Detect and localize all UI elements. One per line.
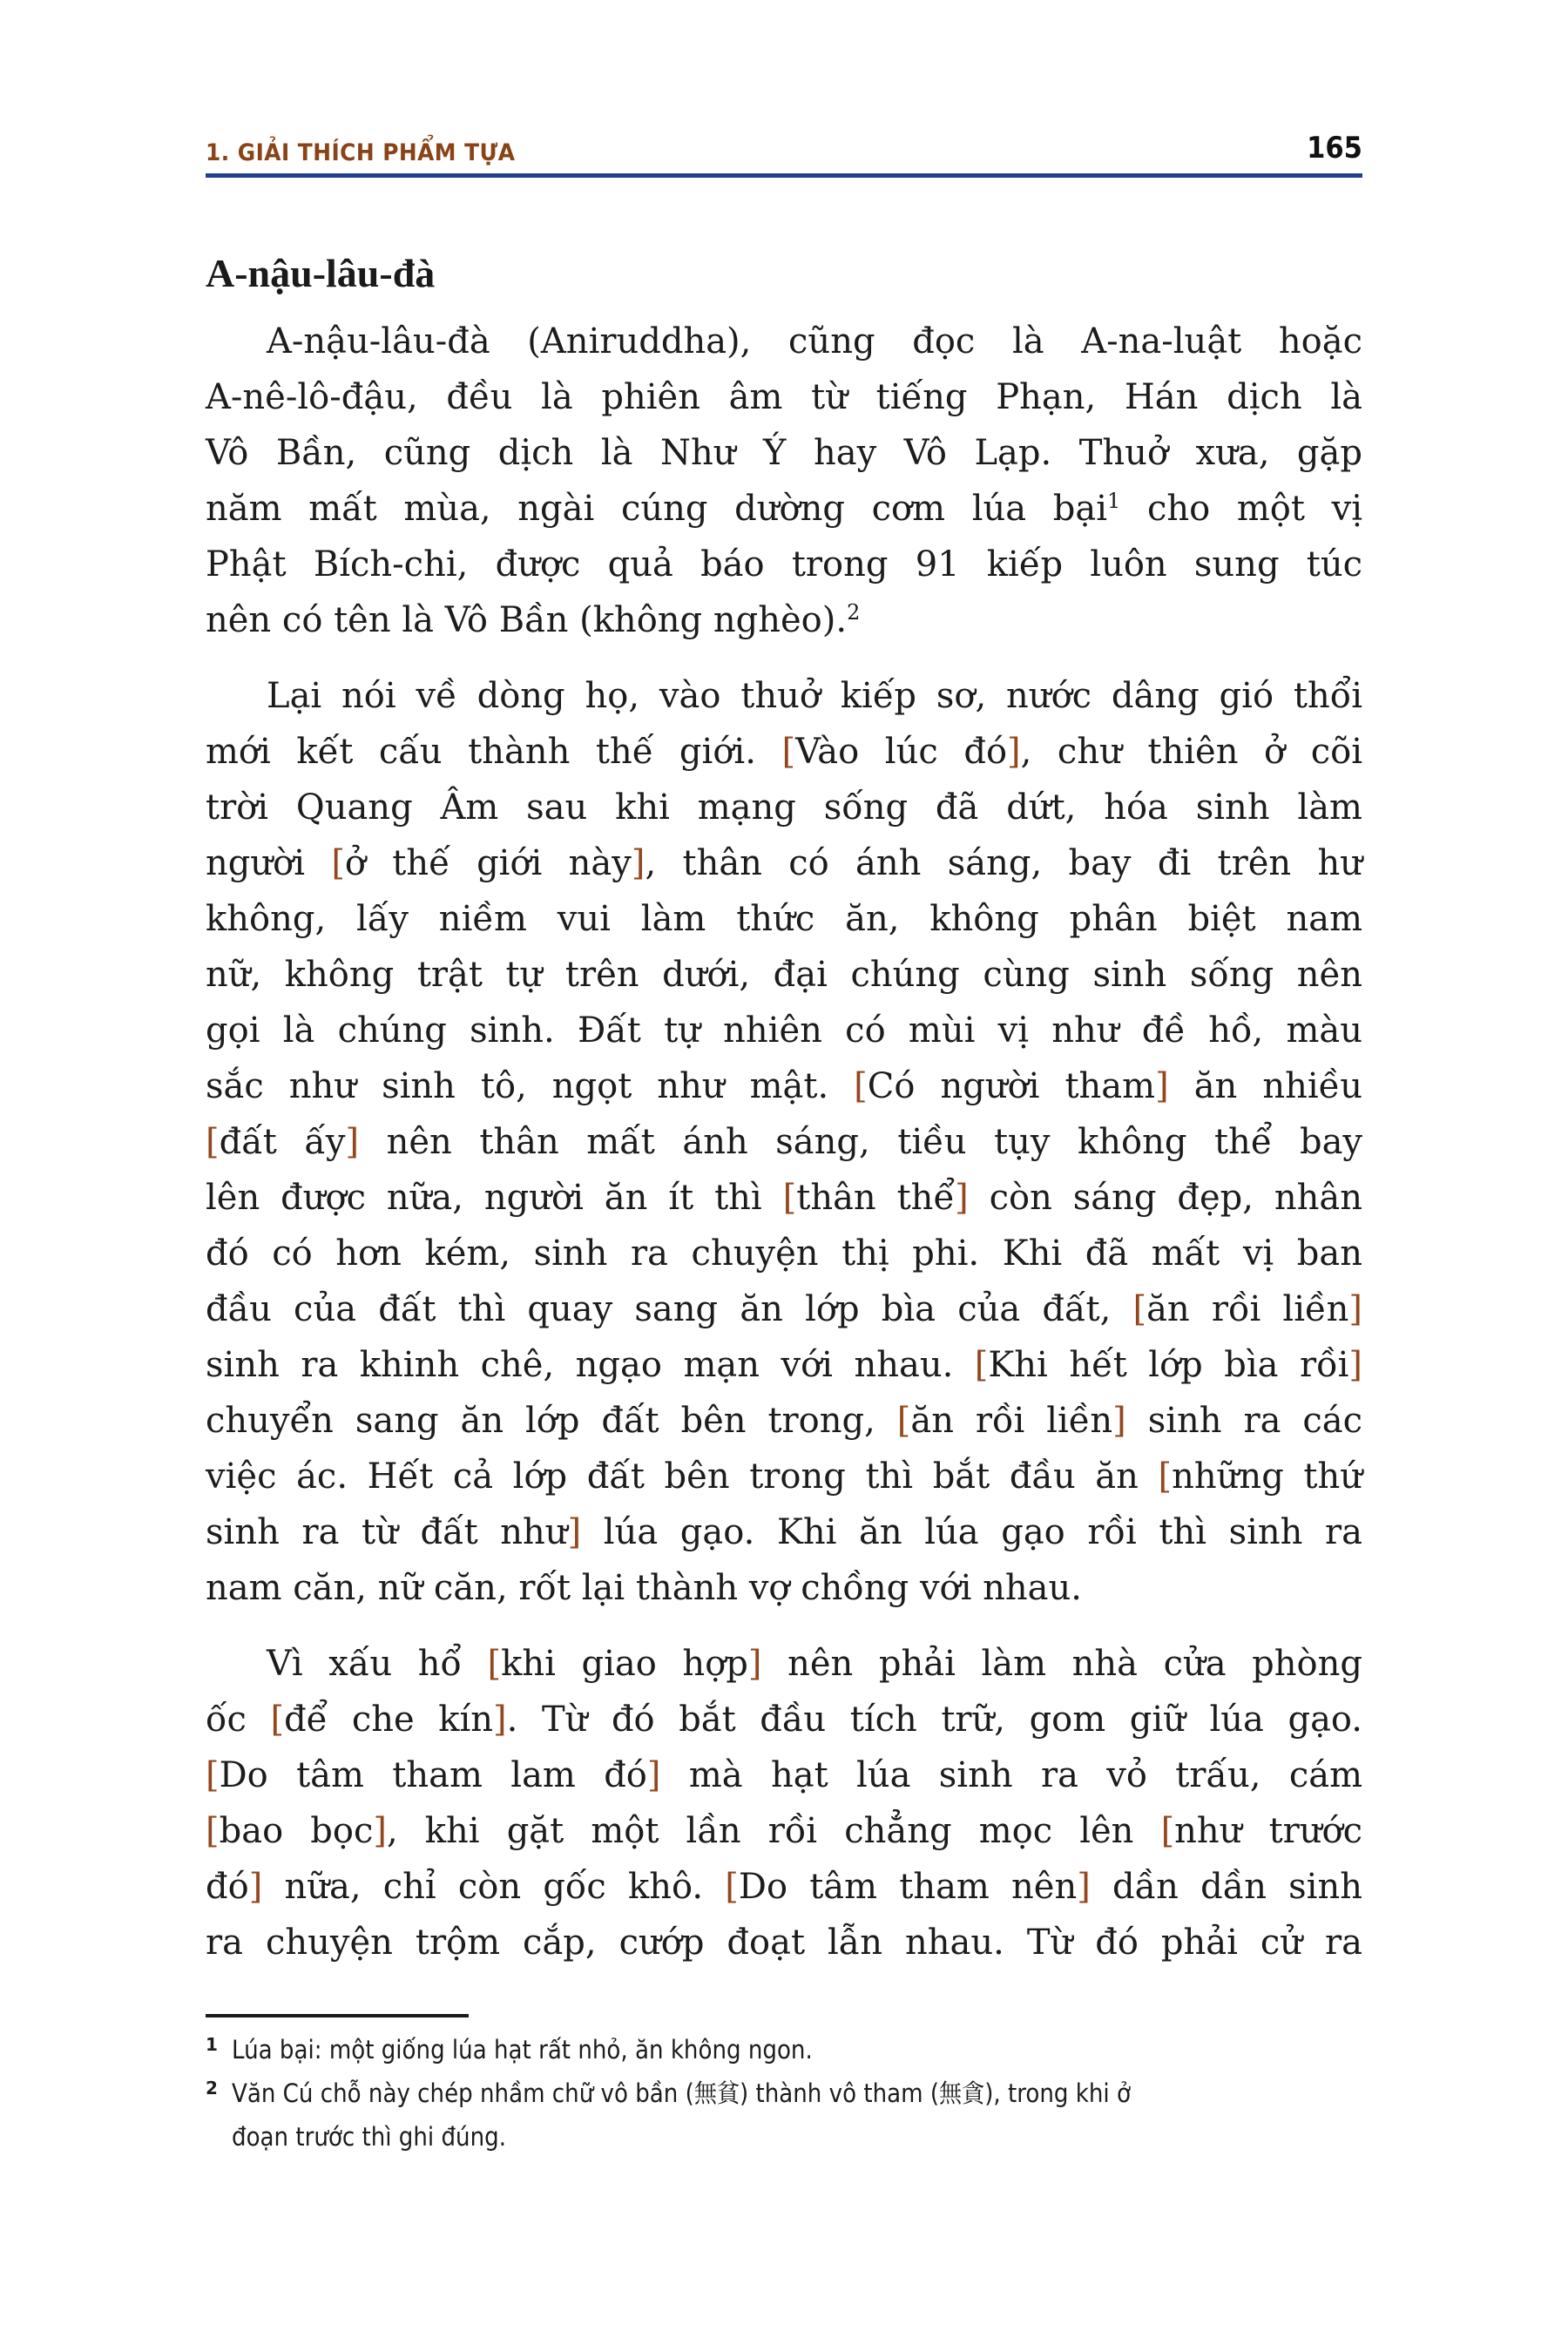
bracket-open: [ (206, 1755, 220, 1795)
text-line: A-nê-lô-đậu, đều là phiên âm từ tiếng Phạn, Hán dịch là (206, 377, 1362, 417)
footnote-text: Lúa bại: một giống lúa hạt rất nhỏ, ăn không ngon. (232, 2035, 813, 2065)
bracket-close: ] (646, 1755, 661, 1795)
paragraph (206, 668, 1362, 1616)
text-line: việc ác. Hết cả lớp đất bên trong thì bắt đầu ăn [những thứ (206, 1456, 1362, 1497)
footnote-rule (206, 2014, 469, 2017)
footnote-text: đoạn trước thì ghi đúng. (232, 2122, 506, 2152)
footnote-text: Văn Cú chỗ này chép nhầm chữ vô bần (無貧) thành vô tham (無貪), trong khi ở (232, 2078, 1131, 2108)
text-line: mới kết cấu thành thế giới. [Vào lúc đó], chư thiên ở cõi (206, 732, 1362, 772)
paragraph (206, 1636, 1362, 1970)
running-head (206, 131, 1362, 166)
bracket-close: ] (1112, 1401, 1126, 1441)
text-line: ốc [để che kín]. Từ đó bắt đầu tích trữ, gom giữ lúa gạo. (206, 1700, 1363, 1740)
text-line: Vô Bần, cũng dịch là Như Ý hay Vô Lạp. Thuở xưa, gặp (206, 433, 1362, 473)
bracket-open: [ (782, 1178, 797, 1218)
text-line: đó] nữa, chỉ còn gốc khô. [Do tâm tham nên] dần dần sinh (206, 1867, 1362, 1907)
bracket-open: [ (974, 1345, 989, 1385)
text-line: [bao bọc], khi gặt một lần rồi chẳng mọc lên [như trước (206, 1811, 1363, 1851)
text-line: ra chuyện trộm cắp, cướp đoạt lẫn nhau. Từ đó phải cử ra (206, 1923, 1362, 1963)
text-line: đó có hơn kém, sinh ra chuyện thị phi. Khi đã mất vị ban (206, 1233, 1362, 1274)
bracket-open: [ (781, 732, 796, 772)
text-line: trời Quang Âm sau khi mạng sống đã dứt, hóa sinh làm (206, 787, 1362, 828)
bracket-open: [ (1132, 1289, 1147, 1329)
bracket-open: [ (331, 843, 345, 883)
footnote-ref[interactable]: 2 (847, 600, 861, 625)
text-line: sinh ra khinh chê, ngạo mạn với nhau. [Khi hết lớp bìa rồi] (206, 1345, 1362, 1385)
bracket-close: ] (248, 1867, 263, 1907)
text-line: sắc như sinh tô, ngọt như mật. [Có người tham] ăn nhiều (206, 1066, 1363, 1106)
bracket-open: [ (896, 1401, 911, 1441)
section-title: A-nậu-lâu-đà (206, 251, 436, 295)
footnote-mark: 1 (206, 2034, 218, 2055)
bracket-open: [ (854, 1066, 868, 1106)
bracket-close: ] (631, 843, 645, 883)
footnote (206, 2028, 1362, 2072)
text-line: lên được nữa, người ăn ít thì [thân thể] còn sáng đẹp, nhân (206, 1178, 1363, 1218)
bracket-open: [ (206, 1811, 220, 1851)
bracket-close: ] (747, 1644, 762, 1684)
text-line: không, lấy niềm vui làm thức ăn, không phân biệt nam (206, 899, 1362, 939)
bracket-close: ] (1348, 1289, 1362, 1329)
bracket-open: [ (725, 1867, 739, 1907)
header-rule (206, 173, 1362, 178)
text-line: Lại nói về dòng họ, vào thuở kiếp sơ, nước dâng gió thổi (267, 676, 1362, 716)
text-line: Phật Bích-chi, được quả báo trong 91 kiếp luôn sung túc (206, 544, 1362, 585)
text-line: chuyển sang ăn lớp đất bên trong, [ăn rồi liền] sinh ra các (206, 1401, 1363, 1441)
paragraph (206, 314, 1362, 648)
bracket-close: ] (1007, 732, 1021, 772)
text-line: nữ, không trật tự trên dưới, đại chúng cùng sinh sống nên (206, 955, 1362, 995)
text-line: đầu của đất thì quay sang ăn lớp bìa của đất, [ăn rồi liền] (206, 1289, 1362, 1329)
body-text (206, 314, 1362, 1990)
text-line: Vì xấu hổ [khi giao hợp] nên phải làm nhà cửa phòng (267, 1644, 1362, 1684)
text-line: nên có tên là Vô Bần (không nghèo).$^2$ (206, 600, 861, 640)
bracket-close: ] (345, 1122, 360, 1162)
text-line: năm mất mùa, ngài cúng dường cơm lúa bại$^1$ cho một vị (206, 489, 1362, 529)
running-title: 1. GIẢI THÍCH PHẨM TỰA (206, 139, 516, 166)
page-number: 165 (1307, 131, 1362, 166)
bracket-close: ] (1077, 1867, 1091, 1907)
bracket-close: ] (373, 1811, 387, 1851)
bracket-close: ] (493, 1700, 507, 1740)
text-line: người [ở thế giới này], thân có ánh sáng, bay đi trên hư (206, 843, 1363, 883)
text-line: gọi là chúng sinh. Đất tự nhiên có mùi vị như đề hồ, màu (206, 1010, 1362, 1051)
text-line: [đất ấy] nên thân mất ánh sáng, tiều tụy không thể bay (206, 1122, 1363, 1162)
footnotes (206, 2028, 1362, 2159)
text-line: sinh ra từ đất như] lúa gạo. Khi ăn lúa gạo rồi thì sinh ra (206, 1512, 1362, 1552)
footnote-mark: 2 (206, 2078, 218, 2099)
bracket-close: ] (955, 1178, 969, 1218)
footnote-ref[interactable]: 1 (1107, 489, 1121, 513)
bracket-open: [ (1160, 1811, 1175, 1851)
bracket-open: [ (1158, 1456, 1173, 1497)
footnote (206, 2072, 1362, 2159)
bracket-close: ] (1348, 1345, 1362, 1385)
text-line: [Do tâm tham lam đó] mà hạt lúa sinh ra vỏ trấu, cám (206, 1755, 1363, 1795)
text-line: A-nậu-lâu-đà (Aniruddha), cũng đọc là A-na-luật hoặc (267, 321, 1362, 362)
bracket-open: [ (206, 1122, 220, 1162)
bracket-open: [ (487, 1644, 502, 1684)
bracket-close: ] (567, 1512, 582, 1552)
text-line: nam căn, nữ căn, rốt lại thành vợ chồng với nhau. (206, 1568, 1082, 1608)
bracket-close: ] (1155, 1066, 1169, 1106)
bracket-open: [ (270, 1700, 285, 1740)
